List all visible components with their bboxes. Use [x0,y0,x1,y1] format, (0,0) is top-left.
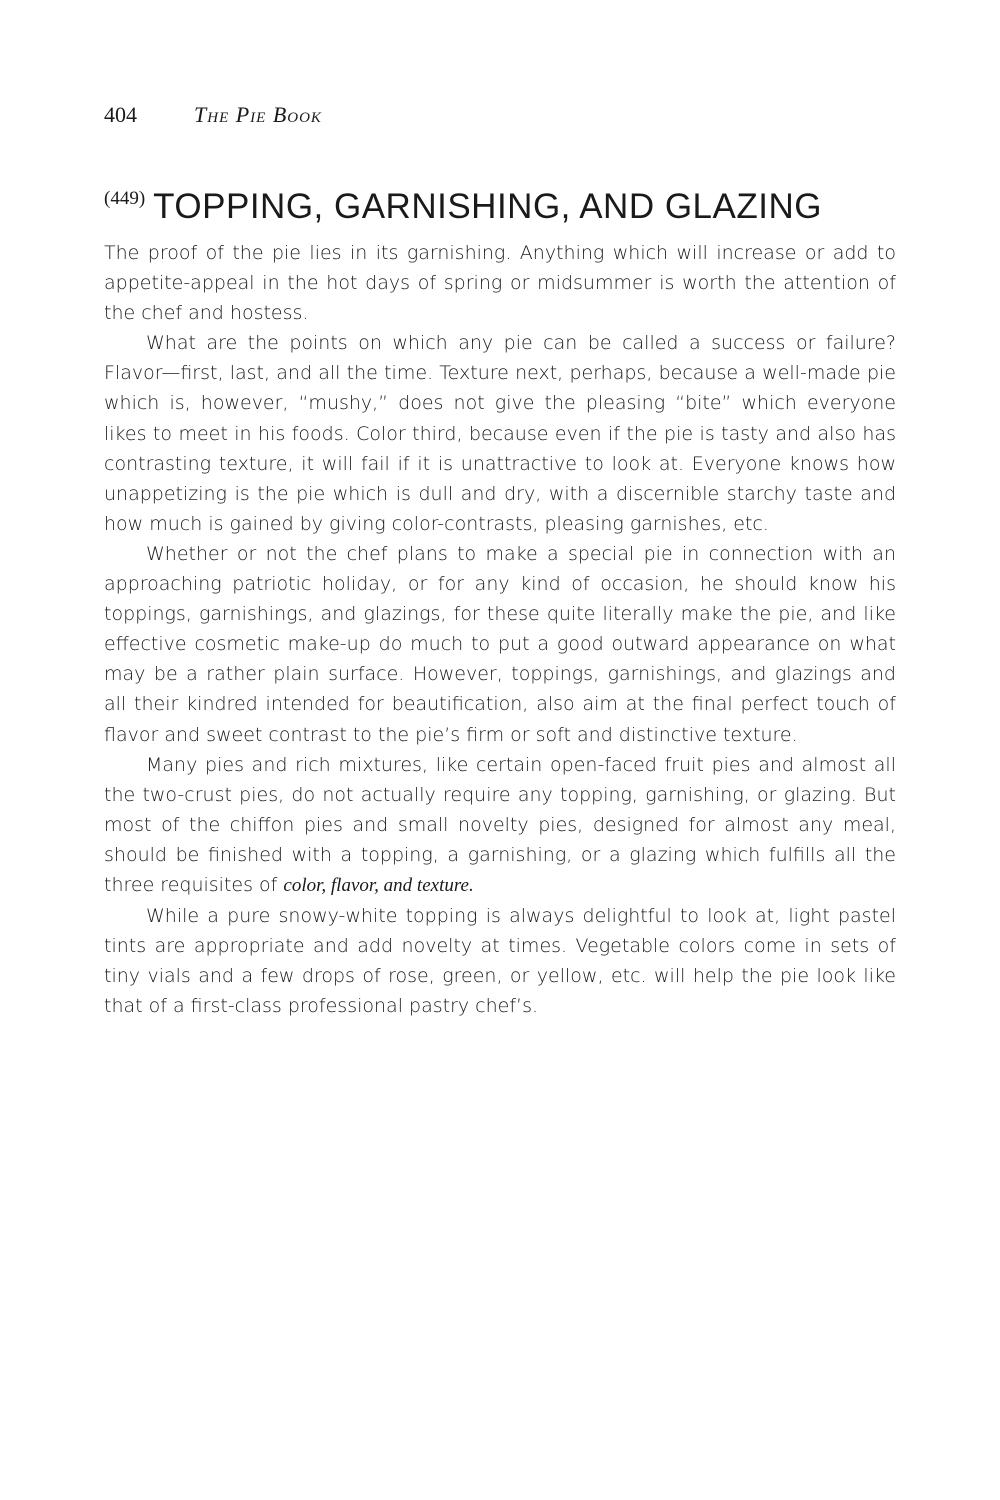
running-head [104,100,322,130]
paragraph-4-emphasis: color, flavor, and texture. [283,874,474,896]
section-number: (449) [104,188,146,209]
paragraph-4-text: Many pies and rich mixtures, like certain open-faced fruit pies and almost all the two-crust pies, do not actually require any topping, garnishing, or glazing. But most of the chiffon pies and small novelty pies, designed for almost any meal, should be finished with a topping, a garnishing, or a glazing which fulfills all the three requisites of [104,753,896,896]
paragraph-5: While a pure snowy-white topping is always delightful to look at, light pastel tints are appropriate and add novelty at times. Vegetable colors come in sets of tiny vials and a few drops of rose, green, or yellow, etc. will help the pie look like that of a first-class professional pastry chef’s. [104,905,896,1018]
paragraph-2: What are the points on which any pie can be called a success or failure? Flavor—first, last, and all the time. Texture next, perhaps, because a well-made pie which is, however, “mushy,” does not give the pleasing “bite” which everyone likes to meet in his foods. Color third, because even if the pie is tasty and also has contrasting texture, it will fail if it is unattractive to look at. Everyone knows how unappetizing is the pie which is dull and dry, with a discernible starchy taste and how much is gained by giving color-contrasts, pleasing garnishes, etc. [104,332,896,535]
section-title: TOPPING, GARNISHING, AND GLAZING [153,187,822,226]
paragraph-4 [104,750,896,901]
paragraph-1: The proof of the pie lies in its garnishing. Anything which will increase or add to appetite-appeal in the hot days of spring or midsummer is worth the attention of the chef and hostess. [104,242,896,325]
page-number: 404 [104,102,137,127]
section-heading [104,175,822,238]
book-title: The Pie Book [194,102,322,127]
body-text [104,238,896,1021]
paragraph-3: Whether or not the chef plans to make a special pie in connection with an approaching patriotic holiday, or for any kind of occasion, he should know his toppings, garnishings, and glazings, for these quite literally make the pie, and like effective cosmetic make-up do much to put a good outward appearance on what may be a rather plain surface. However, toppings, garnishings, and glazings and all their kindred intended for beautification, also aim at the final perfect touch of flavor and sweet contrast to the pie’s firm or soft and distinctive texture. [104,542,896,746]
